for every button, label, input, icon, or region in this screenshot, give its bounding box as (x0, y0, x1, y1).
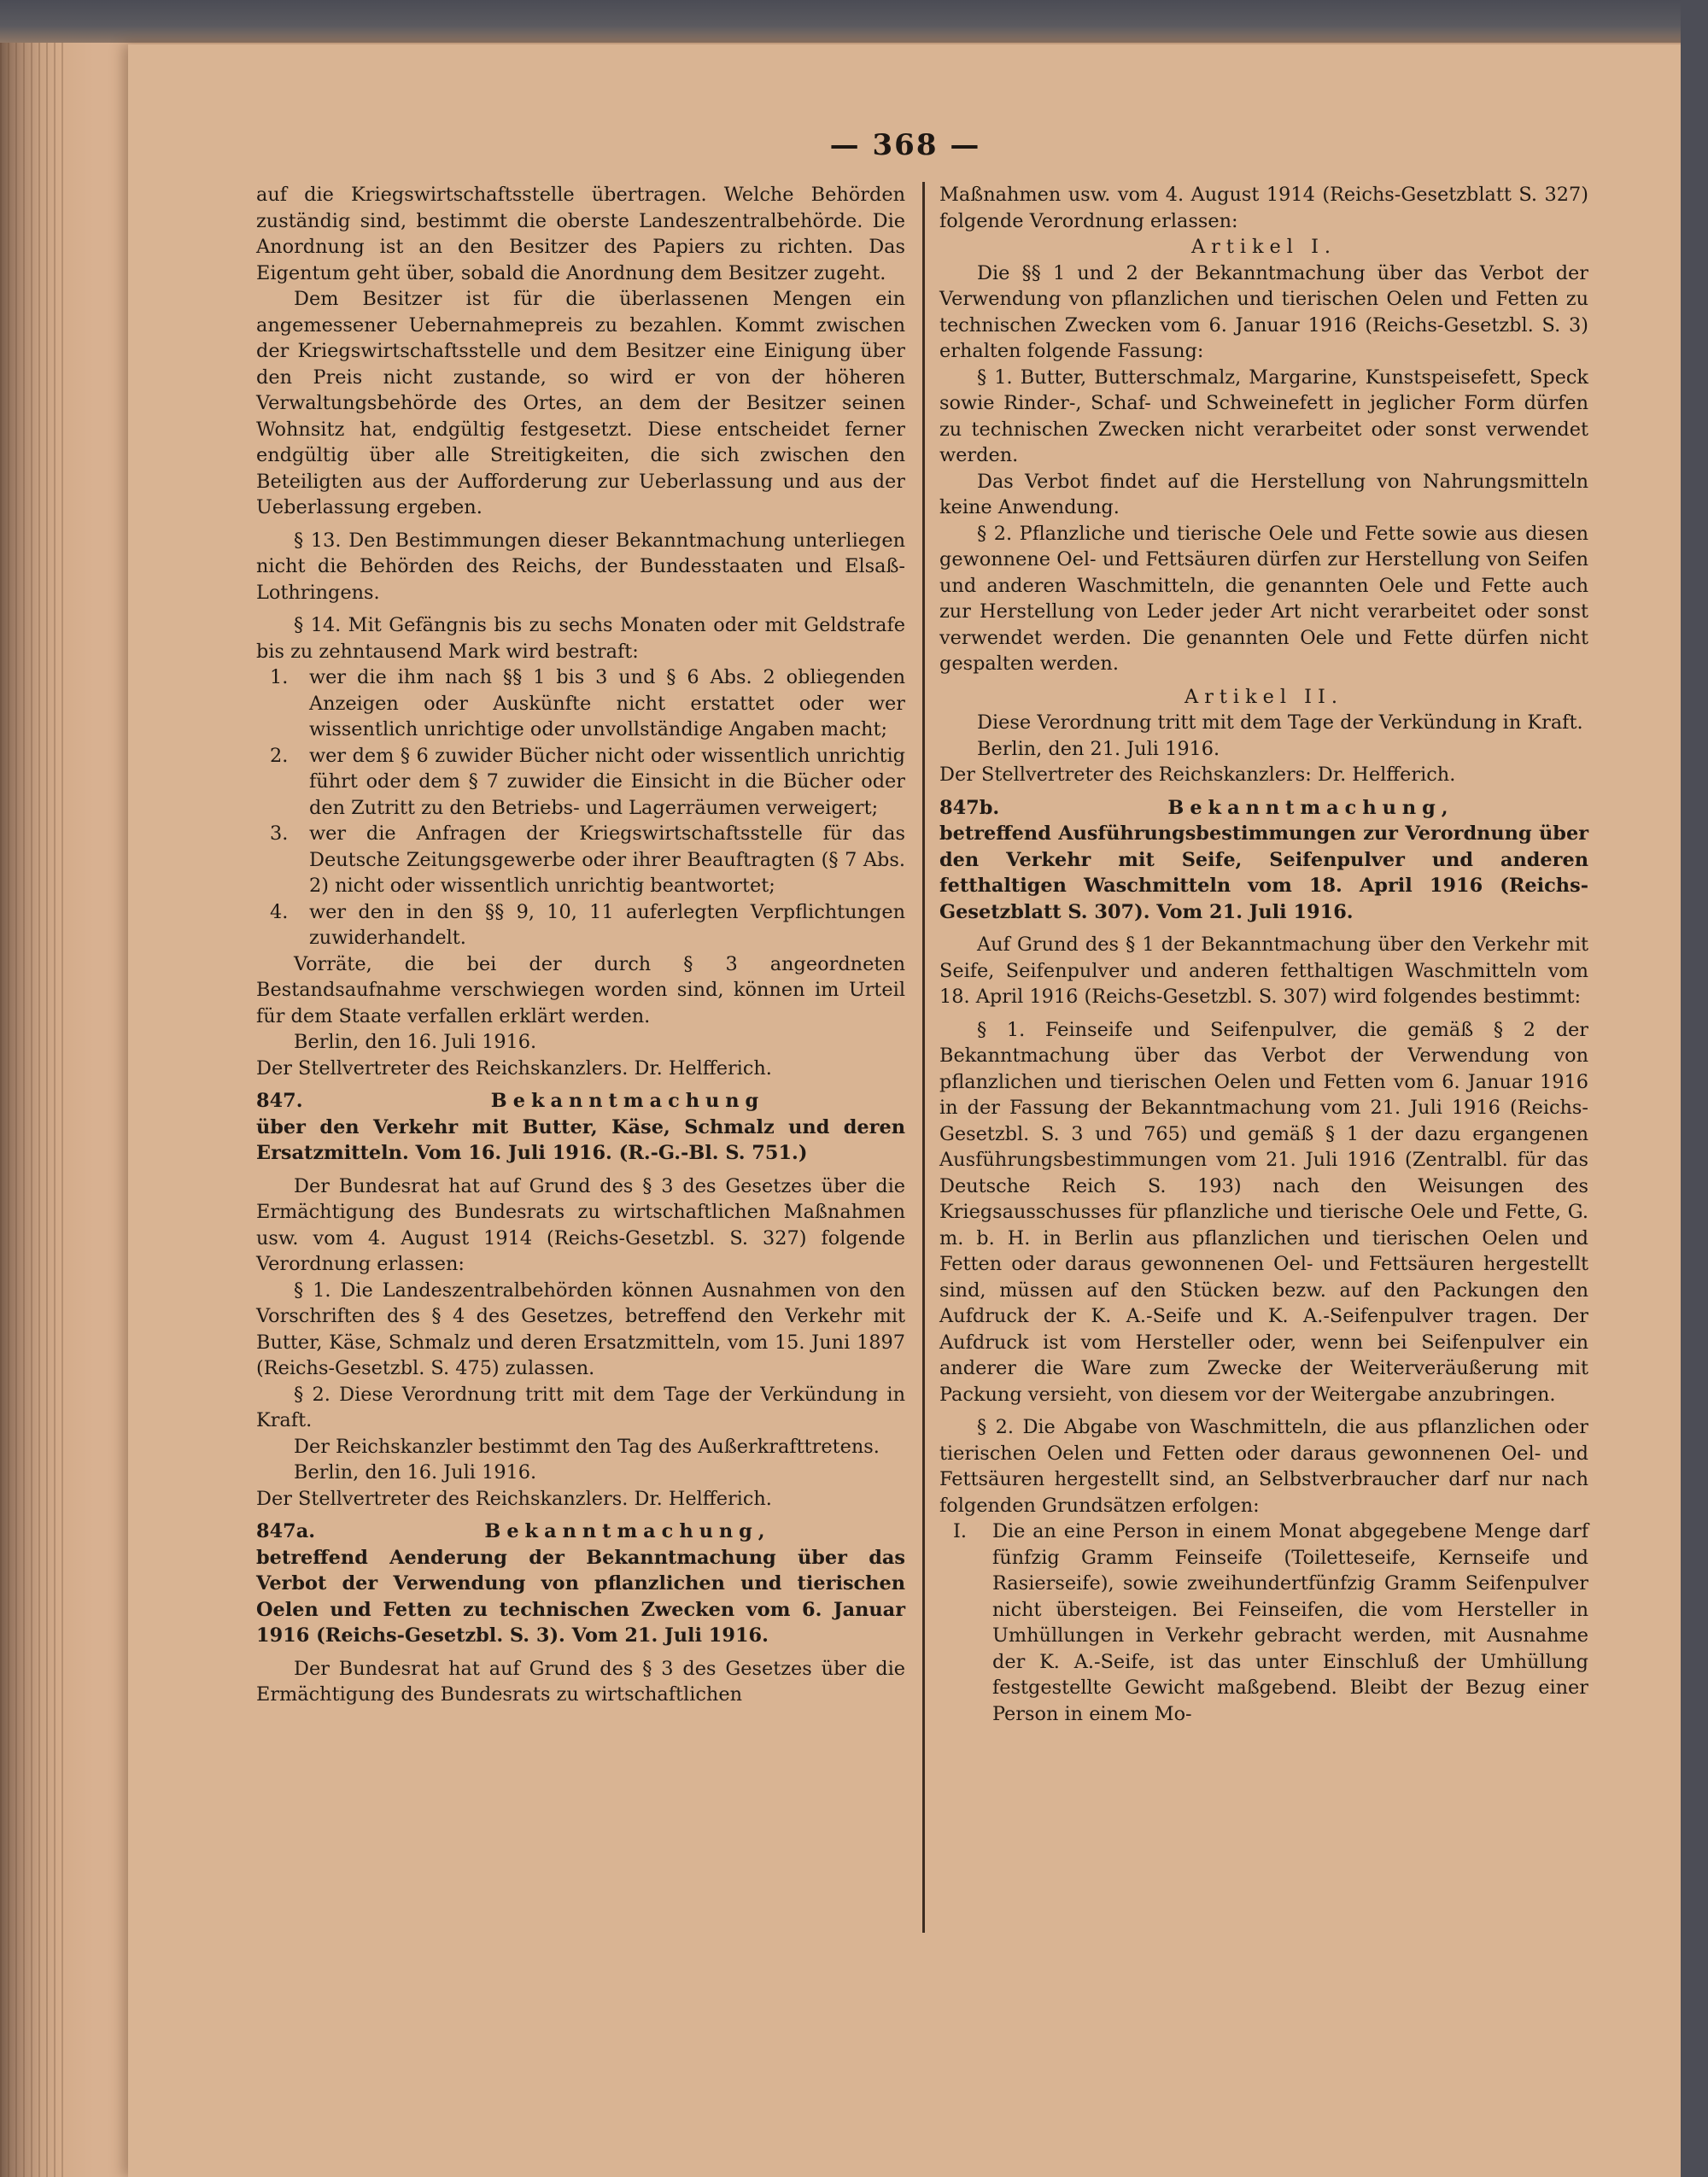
section-number: 847b. (939, 796, 1000, 819)
paragraph: Diese Verordnung tritt mit dem Tage der Verkündung in Kraft. (977, 711, 1583, 734)
paragraph: Vorräte, die bei der durch § 3 angeordneten Bestandsaufnahme verschwiegen worden sind, können im Urteil für dem Staate verfallen erklärt werden. (256, 952, 905, 1027)
paragraph: § 2. Die Abgabe von Waschmitteln, die aus pflanzlichen oder tierischen Oelen und Fetten oder daraus gewonnenen Oel- und Fettsäuren hergestellt sind, an Selbstverbraucher darf nur nach folgenden Grundsätzen erfolgen: (939, 1416, 1588, 1517)
page-number: — 368 — (829, 128, 981, 162)
section-number: 847. (256, 1090, 303, 1112)
article-heading: Artikel I. (1190, 236, 1337, 258)
list-item (939, 1519, 1588, 1727)
section-subtitle: betreffend Ausführungsbestimmungen zur Verordnung über den Verkehr mit Seife, Seifenpulver und anderen fetthaltigen Waschmitteln vom 18. April 1916 (Reichs-Gesetzblatt S. 307). Vom 21. Juli 1916. (939, 822, 1588, 923)
list-item-number: 4. (270, 900, 289, 923)
paragraph: Auf Grund des § 1 der Bekanntmachung über den Verkehr mit Seife, Seifenpulver und anderen fetthaltigen Waschmitteln vom 18. April 1916 (Reichs-Gesetzbl. S. 307) wird folgendes bestimmt: (939, 933, 1588, 1008)
paragraph: § 14. Mit Gefängnis bis zu sechs Monaten oder mit Geldstrafe bis zu zehntausend Mark wird bestraft: (256, 614, 905, 663)
left-column (256, 182, 905, 1708)
right-column (939, 182, 1588, 1727)
section-heading (939, 795, 1588, 822)
paragraph: § 13. Den Bestimmungen dieser Bekanntmachung unterliegen nicht die Behörden des Reichs, der Bundesstaaten und Elsaß-Lothringens. (256, 529, 905, 604)
paragraph: Maßnahmen usw. vom 4. August 1914 (Reichs-Gesetzblatt S. 327) folgende Verordnung erlassen: (939, 184, 1588, 232)
paragraph: § 1. Butter, Butterschmalz, Margarine, Kunstspeisefett, Speck sowie Rinder-, Schaf- und Schweinefett in jeglicher Form dürfen zu technischen Zwecken nicht verarbeitet oder sonst verwendet werden. (939, 366, 1588, 466)
date-line: Berlin, den 16. Juli 1916. (294, 1461, 537, 1484)
list-item-text: Die an eine Person in einem Monat abgegebene Menge darf fünfzig Gramm Feinseife (Toiletteseife, Kernseife und Rasierseife), sowie zweihundertfünfzig Gramm Seifenpulver nicht übersteigen. Bei Feinseifen, die vom Hersteller in Umhüllungen in Verkehr gebracht werden, mit Ausnahme der K. A.-Seife, ist das unter Einschluß der Umhüllung festgestellte Gewicht maßgebend. Bleibt der Bezug einer Person in einem Mo- (992, 1520, 1588, 1725)
paragraph: Der Reichskanzler bestimmt den Tag des Außerkrafttretens. (294, 1435, 880, 1458)
section-heading (256, 1519, 905, 1545)
paragraph: Dem Besitzer ist für die überlassenen Mengen ein angemessener Uebernahmepreis zu bezahlen. Kommt zwischen der Kriegswirtschaftsstelle und dem Besitzer eine Einigung über den Preis nicht zustande, so wird er von der höheren Verwaltungsbehörde des Ortes, an dem der Besitzer seinen Wohnsitz hat, endgültig festgesetzt. Diese entscheidet ferner endgültig über alle Streitigkeiten, die sich zwischen den Beteiligten aus der Aufforderung zur Ueberlassung und aus der Ueberlassung ergeben. (256, 288, 905, 518)
section-title: Bekanntmachung (490, 1090, 765, 1112)
section-heading (256, 1088, 905, 1115)
article-heading: Artikel II. (1184, 685, 1343, 708)
paragraph: § 2. Diese Verordnung tritt mit dem Tage der Verkündung in Kraft. (256, 1383, 905, 1431)
list-item-number: 3. (270, 822, 289, 845)
column-divider (922, 182, 925, 1933)
paragraph: § 1. Feinseife und Seifenpulver, die gemäß § 2 der Bekanntmachung über das Verbot der Verwendung von pflanzlichen und tierischen Oelen und Fetten vom 6. Januar 1916 in der Fassung der Bekanntmachung vom 21. Juli 1916 (Reichs-Gesetzbl. S. 3 und 765) und gemäß § 1 der dazu ergangenen Ausführungsbestimmungen vom 21. Juli 1916 (Zentralbl. für das Deutsche Reich S. 193) nach den Weisungen des Kriegsausschusses für pflanzliche und tierische Oele und Fette, G. m. b. H. in Berlin aus pflanzlichen und tierischen Oelen und Fetten oder daraus gewonnenen Oel- und Fettsäuren hergestellt sind, müssen auf den Stücken bezw. auf den Packungen den Aufdruck der K. A.-Seife und K. A.-Seifenpulver tragen. Der Aufdruck ist vom Hersteller oder, wenn bei Seifenpulver ein anderer die Ware zum Zwecke der Weiterveräußerung mit Packung versieht, von diesem vor der Weitergabe anzubringen. (939, 1018, 1588, 1406)
scan-background-top (0, 0, 1708, 43)
book-page-edges (0, 0, 67, 2177)
section-title: Bekanntmachung, (484, 1520, 771, 1542)
list-item-text: wer den in den §§ 9, 10, 11 auferlegten Verpflichtungen zuwiderhandelt. (309, 900, 905, 949)
paragraph: § 2. Pflanzliche und tierische Oele und Fette sowie aus diesen gewonnene Oel- und Fettsäuren dürfen zur Herstellung von Seifen und anderen Waschmitteln, die genannten Oele und Fette auch zur Herstellung von Leder jeder Art nicht verarbeitet oder sonst verwendet werden. Die genannten Oele und Fette dürfen nicht gespalten werden. (939, 522, 1588, 675)
list-item-number: 1. (270, 666, 289, 688)
list-item-number: 2. (270, 744, 289, 767)
list-item (256, 821, 905, 899)
list-item-number: I. (953, 1520, 967, 1542)
paragraph: Die §§ 1 und 2 der Bekanntmachung über das Verbot der Verwendung von pflanzlichen und tierischen Oelen und Fetten zu technischen Zwecken vom 6. Januar 1916 (Reichs-Gesetzbl. S. 3) erhalten folgende Fassung: (939, 261, 1588, 362)
date-line: Berlin, den 21. Juli 1916. (977, 737, 1220, 760)
section-subtitle: betreffend Aenderung der Bekanntmachung über das Verbot der Verwendung von pflanzlichen und tierischen Oelen und Fetten zu technischen Zwecken vom 6. Januar 1916 (Reichs-Gesetzbl. S. 3). Vom 21. Juli 1916. (256, 1546, 905, 1647)
list-item (256, 664, 905, 743)
paragraph: Der Bundesrat hat auf Grund des § 3 des Gesetzes über die Ermächtigung des Bundesrats zu wirtschaftlichen Maßnahmen usw. vom 4. August 1914 (Reichs-Gesetzbl. S. 327) folgende Verordnung erlassen: (256, 1174, 905, 1275)
section-subtitle: über den Verkehr mit Butter, Käse, Schmalz und deren Ersatzmitteln. Vom 16. Juli 1916. (R.-G.-Bl. S. 751.) (256, 1115, 905, 1164)
list-item (256, 743, 905, 822)
list-item-text: wer die ihm nach §§ 1 bis 3 und § 6 Abs. 2 obliegenden Anzeigen oder Auskünfte nicht erstattet oder wer wissentlich unrichtige oder unvollständige Angaben macht; (309, 666, 905, 740)
list-item-text: wer die Anfragen der Kriegswirtschaftsstelle für das Deutsche Zeitungsgewerbe oder ihrer Beauftragten (§ 7 Abs. 2) nicht oder wissentlich unrichtig beantwortet; (309, 822, 905, 897)
paragraph: auf die Kriegswirtschaftsstelle übertragen. Welche Behörden zuständig sind, bestimmt die oberste Landeszentralbehörde. Die Anordnung ist an den Besitzer des Papiers zu richten. Das Eigentum geht über, sobald die Anordnung dem Besitzer zugeht. (256, 184, 905, 284)
signature-line: Der Stellvertreter des Reichskanzlers: Dr. Helfferich. (939, 764, 1456, 786)
signature-line: Der Stellvertreter des Reichskanzlers. Dr. Helfferich. (256, 1487, 772, 1510)
section-number: 847a. (256, 1520, 316, 1542)
signature-line: Der Stellvertreter des Reichskanzlers. Dr. Helfferich. (256, 1056, 772, 1080)
paragraph: § 1. Die Landeszentralbehörden können Ausnahmen von den Vorschriften des § 4 des Gesetzes, betreffend den Verkehr mit Butter, Käse, Schmalz und deren Ersatzmitteln, vom 15. Juni 1897 (Reichs-Gesetzbl. S. 475) zulassen. (256, 1279, 905, 1379)
scan-background-right (1681, 0, 1708, 2177)
section-title: Bekanntmachung, (1167, 796, 1454, 819)
date-line: Berlin, den 16. Juli 1916. (294, 1031, 537, 1053)
list-item (256, 899, 905, 951)
paragraph: Der Bundesrat hat auf Grund des § 3 des Gesetzes über die Ermächtigung des Bundesrats zu wirtschaftlichen (256, 1657, 905, 1706)
list-item-text: wer dem § 6 zuwider Bücher nicht oder wissentlich unrichtig führt oder dem § 7 zuwider die Einsicht in die Bücher oder den Zutritt zu den Betriebs- und Lagerräumen verweigert; (309, 744, 905, 819)
paragraph: Das Verbot findet auf die Herstellung von Nahrungsmitteln keine Anwendung. (939, 470, 1588, 518)
